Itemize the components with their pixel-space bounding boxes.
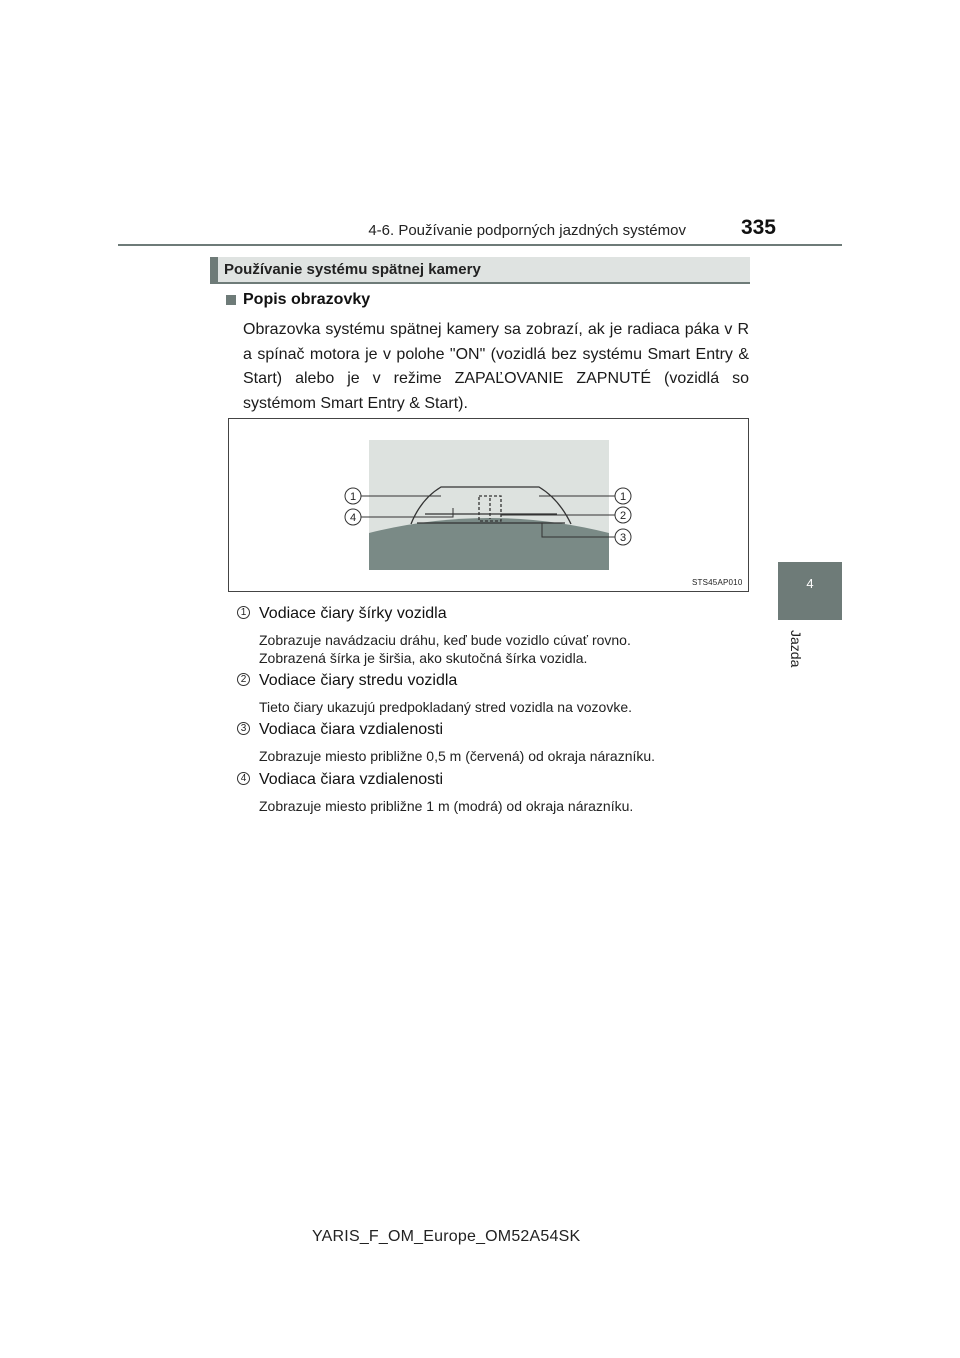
bumper-area [369, 518, 609, 570]
item-title-3: Vodiaca čiara vzdialenosti [259, 721, 444, 738]
item-number-3: 3 [237, 722, 250, 735]
item-desc-3-line-1: Zobrazuje miesto približne 0,5 m (červená) od okraja nárazníku. [259, 748, 656, 764]
square-bullet-icon [226, 295, 236, 305]
item-desc-4-line-1: Zobrazuje miesto približne 1 m (modrá) od okraja nárazníku. [259, 798, 634, 814]
figure-code: STS45AP010 [692, 578, 743, 587]
item-desc-1-line-2: Zobrazená šírka je širšia, ako skutočná šírka vozidla. [259, 650, 588, 666]
header-divider [118, 244, 842, 246]
page-number: 335 [740, 216, 776, 239]
chapter-tab-label [788, 630, 808, 690]
item-desc-1-line-1: Zobrazuje navádzaciu dráhu, keď bude vozidlo cúvať rovno. [259, 632, 631, 648]
callout-label-2: 2 [619, 510, 627, 522]
item-number-4: 4 [237, 772, 250, 785]
item-number-2: 2 [237, 673, 250, 686]
subsection-title: Popis obrazovky [243, 291, 371, 308]
section-bar-accent [210, 257, 218, 284]
chapter-tab-label-text: Jazda [788, 630, 804, 668]
callout-label-4: 4 [349, 512, 357, 524]
item-title-4: Vodiaca čiara vzdialenosti [259, 771, 444, 788]
chapter-tab-number: 4 [806, 576, 814, 591]
item-title-2: Vodiace čiary stredu vozidla [259, 672, 458, 689]
item-title-1: Vodiace čiary šírky vozidla [259, 605, 447, 622]
item-number-1: 1 [237, 606, 250, 619]
camera-screen-figure [228, 418, 749, 592]
camera-screen-illustration [229, 419, 748, 591]
callout-label-3: 3 [619, 532, 627, 544]
chapter-tab [778, 562, 842, 620]
header-section-title: 4-6. Používanie podporných jazdných systémov [368, 222, 686, 239]
subsection-paragraph: Obrazovka systému spätnej kamery sa zobrazí, ak je radiaca páka v R a spínač motora je v polohe "ON" (vozidlá bez systému Smart Entry & Start) alebo je v režime ZAPAĽOVANIE ZAPNUTÉ (vozidlá so systémom Smart Entry & Start). [243, 321, 749, 412]
footer-document-id: YARIS_F_OM_Europe_OM52A54SK [312, 1228, 581, 1245]
callout-label-1-left: 1 [349, 491, 357, 503]
section-title: Používanie systému spätnej kamery [224, 261, 481, 278]
callout-label-1-right: 1 [619, 491, 627, 503]
item-desc-2-line-1: Tieto čiary ukazujú predpokladaný stred vozidla na vozovke. [259, 699, 633, 715]
